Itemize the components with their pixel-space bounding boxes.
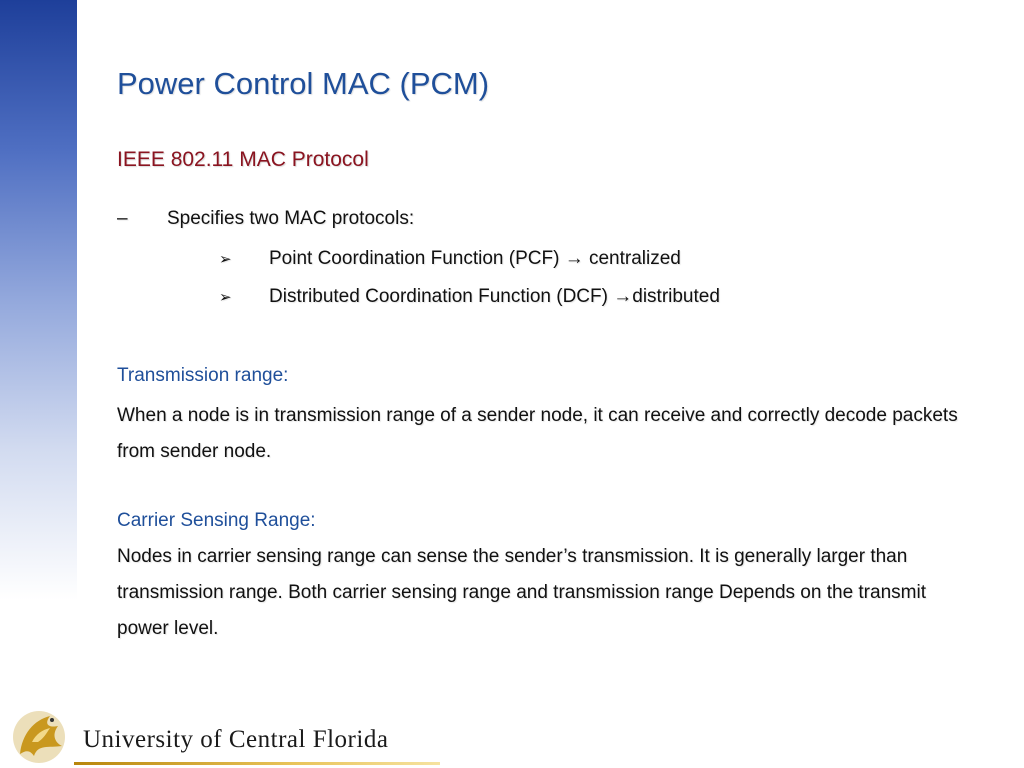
- footer: [0, 700, 1024, 768]
- right-arrow-icon: →: [613, 286, 633, 307]
- sub-item-dcf: [219, 286, 720, 308]
- dash-item-text: Specifies two MAC protocols:: [167, 208, 415, 229]
- transmission-range-heading: Transmission range:: [117, 365, 289, 386]
- dash-bullet: –: [117, 208, 128, 229]
- sub-item-text: Point Coordination Function (PCF): [269, 248, 565, 269]
- sub-item-pcf: [219, 248, 681, 270]
- sub-item-result: distributed: [632, 286, 720, 307]
- pegasus-logo-icon: [8, 704, 70, 766]
- arrow-bullet-icon: ➢: [219, 289, 232, 306]
- side-gradient-bar: [0, 0, 77, 600]
- arrow-bullet-icon: ➢: [219, 251, 232, 268]
- carrier-sensing-heading: Carrier Sensing Range:: [117, 510, 316, 531]
- carrier-sensing-text: Nodes in carrier sensing range can sense the sender’s transmission. It is generally larger than transmission range. Both carrier sensing range and transmission range Depends on the transmit power level.: [117, 546, 926, 639]
- right-arrow-icon: →: [564, 248, 584, 269]
- slide-title: Power Control MAC (PCM): [117, 66, 490, 101]
- dash-list-item: [117, 208, 414, 230]
- footer-divider: [74, 762, 440, 765]
- transmission-range-text: When a node is in transmission range of a sender node, it can receive and correctly decode packets from sender node.: [117, 405, 958, 462]
- sub-item-result: centralized: [583, 248, 681, 269]
- sub-item-text: Distributed Coordination Function (DCF): [269, 286, 614, 307]
- university-name: University of Central Florida: [83, 726, 389, 753]
- protocol-subheading: IEEE 802.11 MAC Protocol: [117, 148, 369, 171]
